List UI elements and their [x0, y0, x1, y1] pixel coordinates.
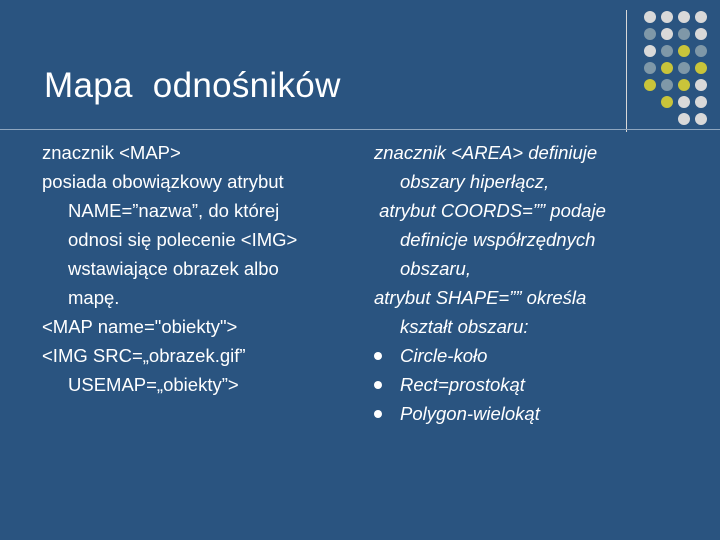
decorative-dot — [695, 79, 707, 91]
left-line: <IMG SRC=„obrazek.gif” — [42, 345, 246, 366]
decorative-dot — [661, 45, 673, 57]
decorative-dot — [661, 28, 673, 40]
decorative-dot — [678, 96, 690, 108]
left-line: USEMAP=„obiekty”> — [68, 374, 239, 395]
decorative-dot — [695, 45, 707, 57]
bullet-label: Circle-koło — [400, 345, 488, 366]
decorative-dot-grid — [0, 0, 720, 130]
right-line: obszary hiperłącz, — [400, 171, 550, 192]
right-text-column — [374, 138, 674, 428]
decorative-dot — [678, 45, 690, 57]
decorative-dot — [644, 11, 656, 23]
decorative-dot — [678, 28, 690, 40]
right-line: znacznik <AREA> definiuje — [374, 142, 598, 163]
left-line: posiada obowiązkowy atrybut — [42, 171, 284, 192]
decorative-dot — [661, 96, 673, 108]
title-divider — [0, 129, 720, 130]
left-line: mapę. — [68, 287, 120, 308]
bullet-dot-icon — [374, 352, 382, 360]
decorative-dot — [678, 11, 690, 23]
left-line: znacznik <MAP> — [42, 142, 181, 163]
bullet-item — [374, 399, 674, 428]
decorative-dot — [661, 79, 673, 91]
right-line: obszaru, — [400, 258, 471, 279]
left-line: <MAP name="obiekty"> — [42, 316, 238, 337]
right-line: kształt obszaru: — [400, 316, 529, 337]
decorative-dot — [678, 62, 690, 74]
decorative-dot — [678, 79, 690, 91]
decorative-dot — [695, 113, 707, 125]
left-line: NAME=”nazwa”, do której — [68, 200, 280, 221]
right-line: atrybut COORDS=”” podaje — [374, 200, 606, 221]
left-line: odnosi się polecenie <IMG> — [68, 229, 298, 250]
bullet-dot-icon — [374, 381, 382, 389]
bullet-item — [374, 370, 674, 399]
decorative-dot — [678, 113, 690, 125]
decorative-dot — [695, 62, 707, 74]
decorative-dot — [695, 28, 707, 40]
left-line: wstawiające obrazek albo — [68, 258, 279, 279]
decorative-dot — [695, 11, 707, 23]
decorative-dot — [644, 28, 656, 40]
bullet-dot-icon — [374, 410, 382, 418]
bullet-label: Rect=prostokąt — [400, 374, 525, 395]
decorative-dot — [644, 79, 656, 91]
bullet-item — [374, 341, 674, 370]
decorative-dot — [644, 45, 656, 57]
right-line: atrybut SHAPE=”” określa — [374, 287, 587, 308]
decorative-vertical-line — [626, 10, 627, 132]
decorative-dot — [661, 62, 673, 74]
slide-title: Mapa odnośników — [44, 66, 341, 105]
left-text-column — [42, 138, 360, 399]
decorative-dot — [695, 96, 707, 108]
decorative-dot — [644, 62, 656, 74]
decorative-dot — [661, 11, 673, 23]
right-line: definicje współrzędnych — [400, 229, 596, 250]
bullet-label: Polygon-wielokąt — [400, 403, 540, 424]
